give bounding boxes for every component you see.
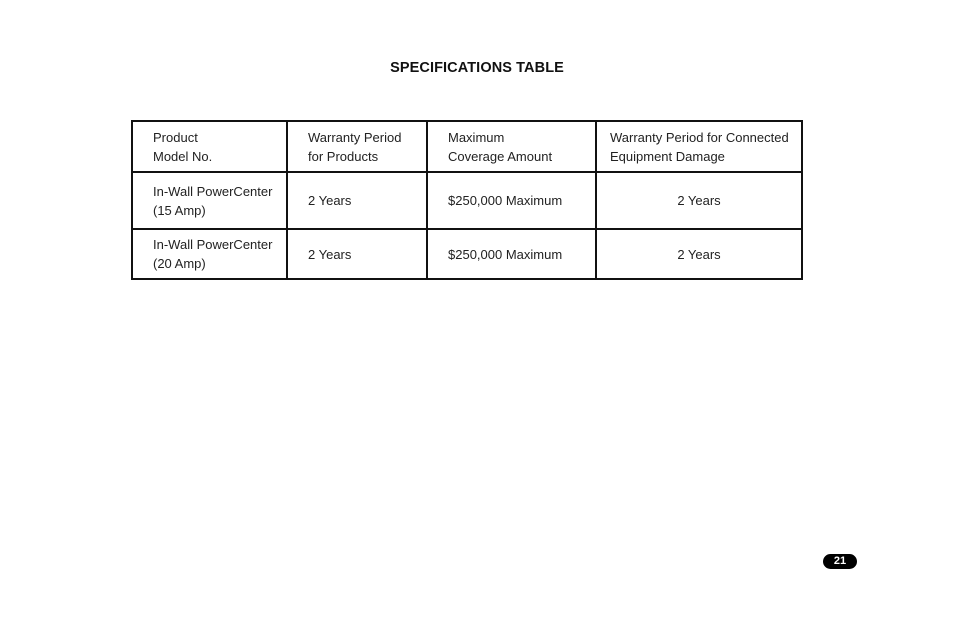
header-cell-product-model <box>132 121 287 172</box>
coverage-cell <box>427 172 596 229</box>
equipment-warranty-value: 2 Years <box>677 193 721 208</box>
model-amperage: (15 Amp) <box>153 202 206 218</box>
header-text: for Products <box>308 148 379 164</box>
header-text: Warranty Period for Connected <box>610 129 789 145</box>
header-cell-coverage-amount <box>427 121 596 172</box>
header-text: Equipment Damage <box>610 148 725 164</box>
equipment-warranty-value: 2 Years <box>677 246 721 262</box>
header-text: Product <box>153 129 198 145</box>
coverage-value: $250,000 Maximum <box>448 246 563 262</box>
header-cell-warranty-period <box>287 121 427 172</box>
equipment-warranty-cell <box>596 172 802 229</box>
table-row <box>132 229 802 279</box>
header-text: Warranty Period <box>308 129 402 145</box>
warranty-cell <box>287 229 427 279</box>
table-header-row <box>132 121 802 172</box>
model-cell <box>132 172 287 229</box>
model-name: In-Wall PowerCenter <box>153 237 273 252</box>
table-row <box>132 172 802 229</box>
coverage-value: $250,000 Maximum <box>448 193 563 208</box>
page-title: SPECIFICATIONS TABLE <box>390 60 564 76</box>
model-name: In-Wall PowerCenter <box>153 183 273 199</box>
specifications-table <box>131 120 803 280</box>
header-text: Model No. <box>153 148 213 164</box>
warranty-cell <box>287 172 427 229</box>
header-text: Coverage Amount <box>448 148 553 164</box>
header-cell-equipment-warranty <box>596 121 802 172</box>
coverage-cell <box>427 229 596 279</box>
warranty-value: 2 Years <box>308 246 352 262</box>
model-amperage: (20 Amp) <box>153 256 206 271</box>
page-number-badge: 21 <box>823 554 857 569</box>
warranty-value: 2 Years <box>308 193 352 208</box>
model-cell <box>132 229 287 279</box>
header-text: Maximum <box>448 129 505 145</box>
equipment-warranty-cell <box>596 229 802 279</box>
